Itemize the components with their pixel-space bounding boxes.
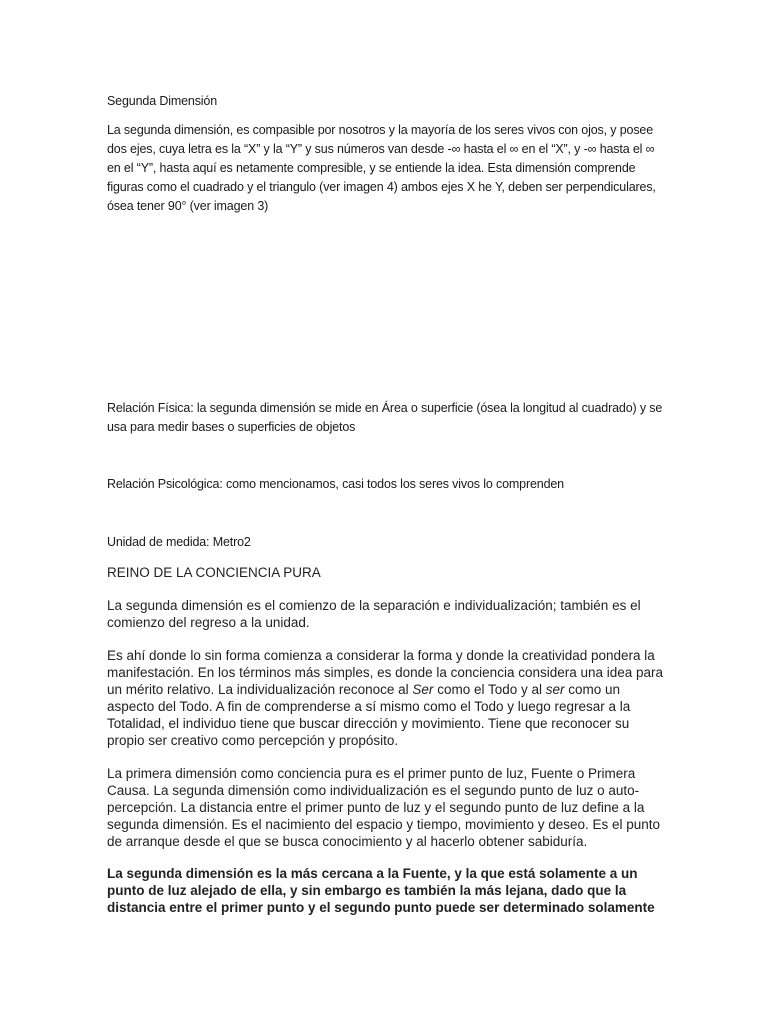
reino-title: REINO DE LA CONCIENCIA PURA xyxy=(107,565,321,580)
p2-ser-upper: Ser xyxy=(412,682,434,697)
reino-paragraph-2 xyxy=(107,647,667,749)
section-heading: Segunda Dimensión xyxy=(107,94,218,108)
p2-text-b: como el Todo y al xyxy=(433,682,546,697)
unidad-medida-line: Unidad de medida: Metro2 xyxy=(107,535,251,549)
relacion-fisica-paragraph: Relación Física: la segunda dimensión se mide en Área o superficie (ósea la longitud al cuadrado) y se usa para medir bases o superficies de objetos xyxy=(107,401,663,434)
p2-ser-lower: ser xyxy=(545,682,565,697)
relacion-psicologica-paragraph: Relación Psicológica: como mencionamos, casi todos los seres vivos lo comprenden xyxy=(107,477,564,491)
reino-paragraph-1: La segunda dimensión es el comienzo de la separación e individualización; también es el comienzo del regreso a la unidad. xyxy=(107,598,641,630)
p2-text-c: como un aspecto del Todo. A fin de comprenderse a sí mismo como el Todo y luego regresar a la Totalidad, el individuo tiene que buscar dirección y movimiento. Tiene que reconocer su propio ser creativo como percepción y propósito. xyxy=(107,682,631,748)
reino-paragraph-3: La primera dimensión como conciencia pura es el primer punto de luz, Fuente o Primera Causa. La segunda dimensión como individualización es el segundo punto de luz o auto-percepción. La distancia entre el primer punto de luz y el segundo punto de luz define a la segunda dimensión. Es el nacimiento del espacio y tiempo, movimiento y deseo. Es el punto de arranque desde el que se busca conocimiento y al hacerlo obtener sabiduría. xyxy=(107,766,661,849)
reino-paragraph-4: La segunda dimensión es la más cercana a la Fuente, y la que está solamente a un punto de luz alejado de ella, y sin embargo es también la más lejana, dado que la distancia entre el primer punto y el segundo punto puede ser determinado solamente xyxy=(107,866,655,915)
p2-text-a: Es ahí donde lo sin forma comienza a considerar la forma y donde la creatividad pondera la manifestación. En los términos más simples, es donde la conciencia considera una idea para un mérito relativo. La individualización reconoce al xyxy=(107,648,664,697)
intro-paragraph: La segunda dimensión, es compasible por nosotros y la mayoría de los seres vivos con ojos, y posee dos ejes, cuya letra es la “X” y la “Y” y sus números van desde -∞ hasta el ∞ en el “X”, y -∞ hasta el ∞ en el “Y”, hasta aquí es netamente compresible, y se entiende la idea. Esta dimensión comprende figuras como el cuadrado y el triangulo (ver imagen 4) ambos ejes X he Y, deben ser perpendiculares, ósea tener 90° (ver imagen 3) xyxy=(107,123,656,213)
